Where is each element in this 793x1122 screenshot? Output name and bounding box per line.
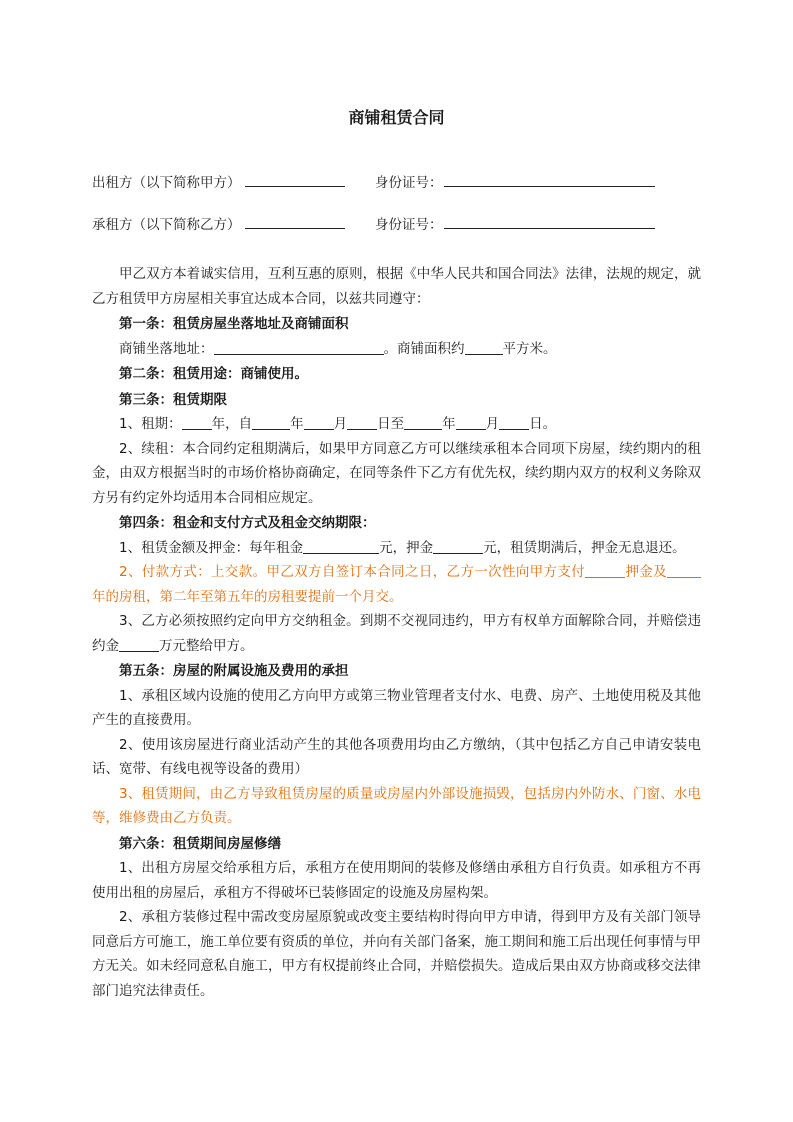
lessor-label: 出租方（以下简称甲方） (92, 175, 241, 191)
lessee-id-blank (444, 228, 655, 229)
lessee-label: 承租方（以下简称乙方） (92, 217, 241, 233)
lessor-name-blank (245, 172, 345, 187)
article-6-heading: 第六条：租赁期间房屋修缮 (119, 835, 281, 852)
contract-body (92, 262, 701, 1003)
article-4-heading: 第四条：租金和支付方式及租金交纳期限： (119, 515, 376, 531)
lessee-id-label: 身份证号： (375, 217, 443, 233)
article-4-item-1: 1、租赁金额及押金：每年租金 元，押金 元，租赁期满后，押金无息退还。 (92, 536, 701, 561)
lessee-name-blank (245, 214, 345, 229)
lessor-id-label: 身份证号： (375, 175, 443, 191)
article-1-address: 商铺坐落地址： 。商铺面积约 平方米。 (92, 337, 701, 362)
address-blank (214, 338, 384, 355)
article-3-term: 1、租期： 年，自 年 月 日至 年 月 日。 (92, 412, 701, 437)
article-1-heading: 第一条：租赁房屋坐落地址及商铺面积 (119, 316, 349, 332)
lessee-line (92, 213, 443, 233)
article-6-item-1: 1、出租方房屋交给承租方后，承租方在使用期间的装修及修缮由承租方自行负责。如承租方不再使用出租的房屋后，承租方不得破坏已装修固定的设施及房屋构架。 (92, 860, 701, 901)
document-title: 商铺租赁合同 (348, 108, 445, 127)
article-6-item-2: 2、承租方装修过程中需改变房屋原貌或改变主要结构时得向甲方申请，得到甲方及有关部门领导同意后方可施工，施工单位要有资质的单位，并向有关部门备案，施工期间和施工后出现任何事情与甲方无关。如未经同意私自施工，甲方有权提前终止合同，并赔偿损失。造成后果由双方协商或移交法律部门追究法律责任。 (92, 909, 701, 999)
article-3-heading: 第三条：租赁期限 (119, 391, 227, 408)
article-5-item-3: 3、租赁期间，由乙方导致租赁房屋的质量或房屋内外部设施损毁，包括房内外防水、门窗、水电等，维修费由乙方负责。 (92, 785, 701, 826)
area-blank (465, 338, 503, 355)
lessor-id-blank (444, 186, 655, 187)
article-5-item-1: 1、承租区域内设施的使用乙方向甲方或第三物业管理者支付水、电费、房产、土地使用税及其他产生的直接费用。 (92, 687, 701, 728)
article-4-item-3: 3、乙方必须按照约定向甲方交纳租金。到期不交视同违约，甲方有权单方面解除合同，并赔偿违约金 万元整给甲方。 (92, 613, 701, 654)
intro-paragraph: 甲乙双方本着诚实信用，互利互惠的原则，根据《中华人民共和国合同法》法律，法规的规定，就乙方租赁甲方房屋相关事宜达成本合同，以兹共同遵守： (92, 266, 701, 307)
article-2-heading: 第二条：租赁用途：商铺使用。 (119, 366, 308, 382)
article-5-heading: 第五条：房屋的附属设施及费用的承担 (119, 663, 349, 679)
lessor-line (92, 171, 443, 191)
article-5-item-2: 2、使用该房屋进行商业活动产生的其他各项费用均由乙方缴纳，（其中包括乙方自己申请安装电话、宽带、有线电视等设备的费用） (92, 736, 701, 777)
article-3-renewal: 2、续租：本合同约定租期满后，如果甲方同意乙方可以继续承租本合同项下房屋，续约期内的租金，由双方根据当时的市场价格协商确定，在同等条件下乙方有优先权，续约期内双方的权利义务除双方另有约定外均适用本合同相应规定。 (92, 440, 701, 506)
article-4-item-2: 2、付款方式：上交款。甲乙双方自签订本合同之日，乙方一次性向甲方支付 押金及年的房租，第二年至第五年的房租要提前一个月交。 (92, 560, 701, 609)
